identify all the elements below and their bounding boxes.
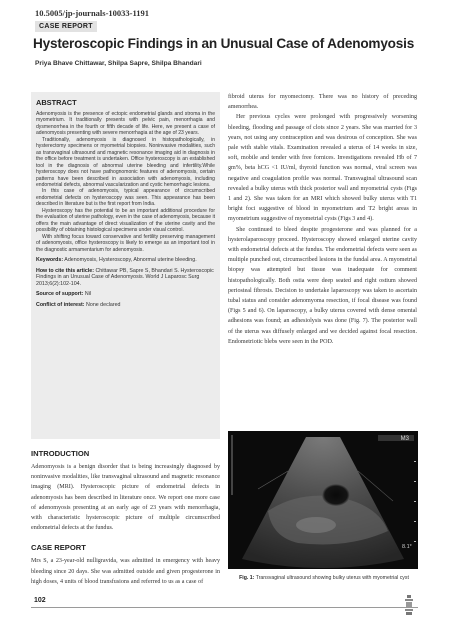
keywords [36, 257, 215, 264]
abstract-paragraph: With shifting focus toward conservative and fertility preserving management of adenomyosis, office hysteroscopy is likely to emerge as an important tool in the diagnostic armamentarium for adenomyosis. [36, 233, 215, 253]
article-type-badge: CASE REPORT [35, 21, 97, 32]
citation [36, 268, 215, 288]
left-column [31, 92, 220, 587]
doi: 10.5005/jp-journals-10033-1191 [35, 8, 150, 18]
page-number: 102 [34, 597, 46, 604]
figure-caption [234, 575, 414, 582]
body-paragraph: Her previous cycles were prolonged with progressively worsening bleeding, flooding and passage of clots since 2 years. She was married for 3 years, not using any contraception and was desirous of conception. She was pale with stable vitals. Examination revealed a uterus of 14 weeks in size, soft, mobile and tender with free fornices. Investigations revealed Hb of 7 gm%, beta hCG <1 IU/ml, thyroid function was normal, viral screen was negative and coagulation profile was normal. Transvaginal ultrasound scan revealed a bulky uterus with thick posterior wall and myometrial cysts (Figs 1 and 2). She was taken for an MRI which showed bulky uterus with T1 bright foci suggestive of blood in myometrium and T2 bright areas in myometrium suggestive of myometrial cysts (Figs 3 and 4). [228, 114, 417, 223]
source-of-support [36, 291, 215, 298]
right-column [228, 92, 417, 347]
case-report-text: Mrs S, a 23-year-old nulligravida, was admitted in emergency with heavy bleeding since 20 days. She was admitted outside and given progesterone in high doses, 4 units of blood transfusions and referred to us as a case of [31, 558, 220, 585]
citation-label: How to cite this article: [36, 267, 94, 274]
figure-caption-label: Fig. 1: [239, 575, 255, 581]
ultrasound-image [228, 431, 418, 569]
conflict-label: Conflict of interest: [36, 301, 85, 308]
citation-text: Chittawar PB, Sapre S, Bhandari S. Hysteroscopic Findings in an Unusual Case of Adenomyosis. World J Laparosc Surg 2013;6(2):102-104. [36, 267, 214, 287]
abstract-paragraph: Traditionally, adenomyosis is diagnosed in histopathologically, in hysterectomy specimens or myometrial biopsies. Noninvasive modalities, such as transvaginal ultrasound and magnetic resonance imaging aid in diagnosis in the office before treatment is undertaken. Office hysteroscopy is an established tool in the diagnosis of abnormal uterine bleeding and infertility.While hysteroscopy does not have pathognomonic features of adenomyosis, certain patterns have been described in association with adenomyosis, including endometrial defects, abnormal vascularization and cystic hemorrhagic lesions. [36, 136, 215, 188]
publisher-logo-icon [404, 594, 414, 616]
conflict-text: None declared [86, 301, 121, 308]
abstract-box [31, 92, 220, 439]
article-title: Hysteroscopic Findings in an Unusual Case of Adenomyosis [33, 36, 415, 51]
ultrasound-figure [228, 431, 418, 569]
abstract-heading: ABSTRACT [36, 98, 77, 107]
keywords-label: Keywords: [36, 256, 64, 263]
body-paragraph: She continued to bleed despite progesterone and was planned for a hysterolaparoscopy proceed. Hysteroscopy showed enlarged uterine cavity with endometrial defects at the fundus. The endometrial defects were seen as multiple punched out, circumscribed lesions in the fundal area. A myometrial biopsy was attempted but tissue was inadequate for comment histopathologically. Both ostia were deep seated and right ostium showed periosteal fibrosis. Decision to undertake laparoscopy was taken to ascertain tubal status and consider adenomyoma resection, if focal disease was found (Figs 5 and 6). On laparoscopy, a bulky uterus covered with dense omental adhesions was found; an adhesiolysis was done (Fig. 7). The posterior wall of the uterus was diffusely enlarged and we decided against focal resection. Endometriotic blebs were seen in the POD. [228, 226, 417, 345]
footer-rule [31, 607, 418, 608]
case-report-heading: CASE REPORT [31, 543, 86, 553]
conflict-of-interest [36, 302, 215, 309]
abstract-paragraph: In this case of adenomyosis, typical appearance of circumscribed endometrial defects on hysteroscopy was seen. This appearance has been described in literature but is the first report from India. [36, 188, 215, 208]
abstract-paragraph: Adenomyosis is the presence of ectopic endometrial glands and stroma in the myometrium. It traditionally presents with pelvic pain, menorrhagia and dysmenorrhea in the fourth or fifth decade of life. Here, we present a case of adenomyosis presenting with severe menorrhagia at the age of 23 years. [36, 111, 215, 137]
introduction-heading: INTRODUCTION [31, 449, 90, 458]
introduction-text: Adenomyosis is a benign disorder that is being increasingly diagnosed by noninvasive modalities, like transvaginal ultrasound and magnetic resonance imaging (MRI). Hysteroscopic picture of endometrial defects in adenomyosis has been described in literature once. We report one more case of adenomyosis presenting at an early age of 23 years with menorrhagia, with characteristic hysteroscopic picture of multiple circumscribed endometrial defects at the fundus. [31, 464, 220, 532]
support-label: Source of support: [36, 291, 84, 298]
body-paragraph: fibroid uterus for myomectomy. There was no history of preceding amenorrhea. [228, 94, 417, 111]
keywords-text: Adenomyosis, Hysteroscopy, Abnormal uterine bleeding. [64, 256, 197, 263]
figure-caption-text: Transvaginal ultrasound showing bulky uterus with myometrial cyst [255, 575, 409, 581]
abstract-paragraph: Hysteroscopy has the potential to be an important additional procedure for the evaluation of uterine pathology, even in the case of adenomyosis, because it offers the main advantage of direct visualization of the uterine cavity and the possibility of obtaining histological specimens under visual control. [36, 207, 215, 234]
ultrasound-marker-top: M3 [400, 436, 409, 442]
ultrasound-marker-bottom: 8.1* [402, 544, 412, 550]
support-text: Nil [84, 291, 92, 298]
authors: Priya Bhave Chittawar, Shilpa Sapre, Shilpa Bhandari [35, 60, 202, 67]
